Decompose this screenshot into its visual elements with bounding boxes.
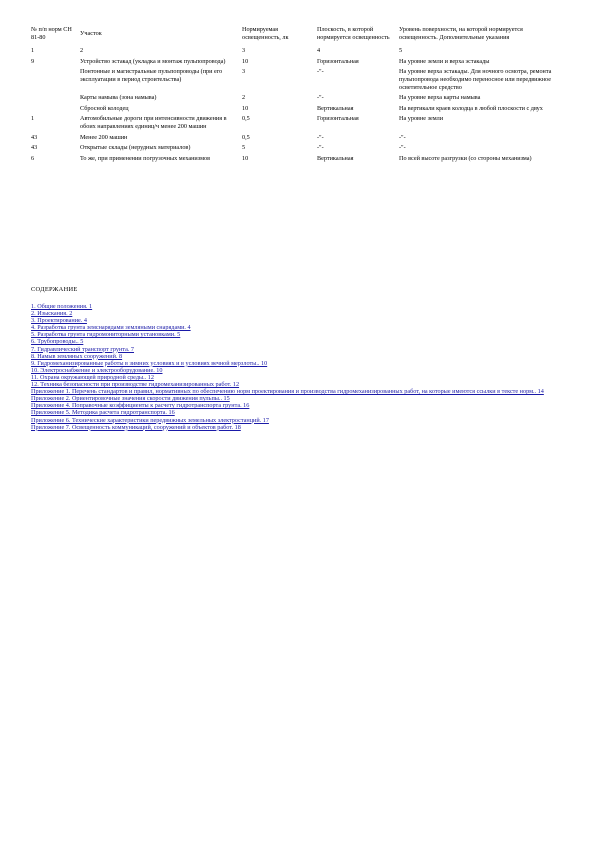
table-cell: 2 [80,47,84,55]
table-cell: 10 [242,57,249,65]
toc-link[interactable]: 10. Электроснабжение и электрооборудование. 10 [31,366,163,374]
table-row [29,105,559,116]
list-item [31,402,561,409]
table-cell: На вертикали краев колодца в любой плоскости с двух [399,104,543,112]
list-item [31,353,561,360]
toc-link[interactable]: 9. Гидромеханизированные работы в зимних условиях и в условиях вечной мерзлоты.. 10 [31,359,268,367]
table-header-row [29,26,559,47]
list-item [31,303,561,310]
toc-link[interactable]: Приложение 2. Ориентировочные значения скорости движения пульпы.. 15 [31,395,230,403]
list-item [31,417,561,424]
table-cell: 2 [242,94,246,102]
toc-link[interactable]: 2. Изыскания. 2 [31,310,73,318]
toc-link[interactable]: 4. Разработка грунта земснарядами земляными снарядами. 4 [31,324,191,332]
toc-link[interactable]: 6. Трубопроводы.. 5 [31,338,84,346]
list-item [31,360,561,367]
table-cell: -"- [399,133,406,141]
toc-link[interactable]: 5. Разработка грунта гидромониторными установками. 5 [31,331,181,339]
toc-link[interactable]: Приложение 1. Перечень стандартов и правил, нормативных по обеспечению норм проектирования и производства гидромеханизированных работ, на которые имеются ссылки в тексте норм.. 14 [31,388,544,396]
table-cell: Понтонные и магистральные пульпопроводы (при его эксплуатации в период строительства) [80,68,223,83]
list-item [31,409,561,416]
table-cell: -"- [317,68,324,76]
table-cell: 9 [31,57,35,65]
table-cell: 3 [242,47,246,55]
list-item [31,395,561,402]
table-cell: По всей высоте разгрузки (со стороны механизма) [399,154,532,162]
table-numbering-row [29,47,559,58]
list-item [31,310,561,317]
table-row [29,155,559,166]
table-cell: Вертикальная [317,154,354,162]
table-cell: -"- [317,94,324,102]
table-row [29,144,559,155]
table-cell: Карты намыва (зона намыва) [80,94,157,102]
table-cell: 4 [317,47,321,55]
header-section: Участок [80,29,102,37]
list-item [31,317,561,324]
list-item [31,388,561,395]
table-cell: 1 [31,47,35,55]
list-item [31,331,561,338]
toc-link[interactable]: 11. Охрана окружающей природной среды.. 12 [31,373,154,381]
header-norm-number: № п/п норм СН 81-80 [31,26,72,41]
list-item [31,381,561,388]
table-cell: 0,5 [242,115,250,123]
header-plane: Плоскость, в которой нормируется освещенность [317,26,390,41]
table-cell: 5 [242,144,246,152]
table-cell: Вертикальная [317,104,354,112]
table-row [29,58,559,69]
table-cell: На уровне земли и верха эстакады [399,57,490,65]
table-row [29,68,559,94]
toc-link[interactable]: Приложение 4. Поправочные коэффициенты к расчету гидротранспорта грунта. 16 [31,402,250,410]
toc-link[interactable]: 7. Гидравлический транспорт грунта. 7 [31,345,135,353]
list-item [31,346,561,353]
table-cell: 0,5 [242,133,250,141]
table-cell: 3 [242,68,246,76]
list-item [31,324,561,331]
table-cell: Горизонтальная [317,57,359,65]
table-cell: Автомобильные дороги при интенсивности движения в обоих направлениях единиц/ч менее 200 машин [80,115,227,130]
toc-link[interactable]: 8. Намыв земляных сооружений. 8 [31,352,123,360]
table-cell: -"- [317,133,324,141]
table-cell: 1 [31,115,35,123]
table-cell: 10 [242,154,249,162]
table-cell: То же, при применении погрузочных механизмов [80,154,211,162]
toc-link[interactable]: 12. Техника безопасности при производстве гидромеханизированных работ. 12 [31,381,240,389]
table-row [29,134,559,145]
table-of-contents [31,303,561,431]
table-cell [29,68,78,94]
table-cell: На уровне земли [399,115,444,123]
table-row [29,115,559,133]
table-cell: 6 [31,154,35,162]
table-row [29,94,559,105]
list-item [31,374,561,381]
list-item [31,338,561,345]
table-cell: 5 [399,47,403,55]
illumination-norms-table [29,26,559,165]
table-cell: На уровне верха карты намыва [399,94,481,102]
table-cell: 43 [31,133,38,141]
header-surface-level: Уровень поверхности, на которой нормируется освещенность. Дополнительные указания [399,26,523,41]
table-cell: -"- [317,144,324,152]
toc-title: СОДЕРЖАНИЕ [31,286,78,293]
header-illuminance: Нормируемая освещенность, лк [242,26,289,41]
table-cell: Менее 200 машин [80,133,128,141]
table-cell: Сбросной колодец [80,104,129,112]
table-cell: 10 [242,104,249,112]
table-cell: Устройство эстакад (укладка и монтаж пульпопровода) [80,57,226,65]
toc-link[interactable]: Приложение 7. Освещенность коммуникаций, сооружений и объектов работ. 18 [31,423,241,431]
table-cell: Открытые склады (нерудных материалов) [80,144,191,152]
table-cell: -"- [399,144,406,152]
table-cell: 43 [31,144,38,152]
toc-link[interactable]: Приложение 5. Методика расчета гидротранспорта. 16 [31,409,175,417]
table-cell: Горизонтальная [317,115,359,123]
list-item [31,424,561,431]
table-cell [29,94,78,105]
table-cell: На уровне верха эстакады. Для ночного осмотра, ремонта пульпопровода необходимо переносное или передвижное осветительное средство [399,68,552,91]
toc-link[interactable]: 1. Общие положения. 1 [31,303,93,310]
list-item [31,367,561,374]
toc-link[interactable]: Приложение 6. Технические характеристики передвижных земельных электростанций. 17 [31,416,269,424]
table-cell [29,105,78,116]
toc-link[interactable]: 3. Проектирование. 4 [31,317,87,325]
